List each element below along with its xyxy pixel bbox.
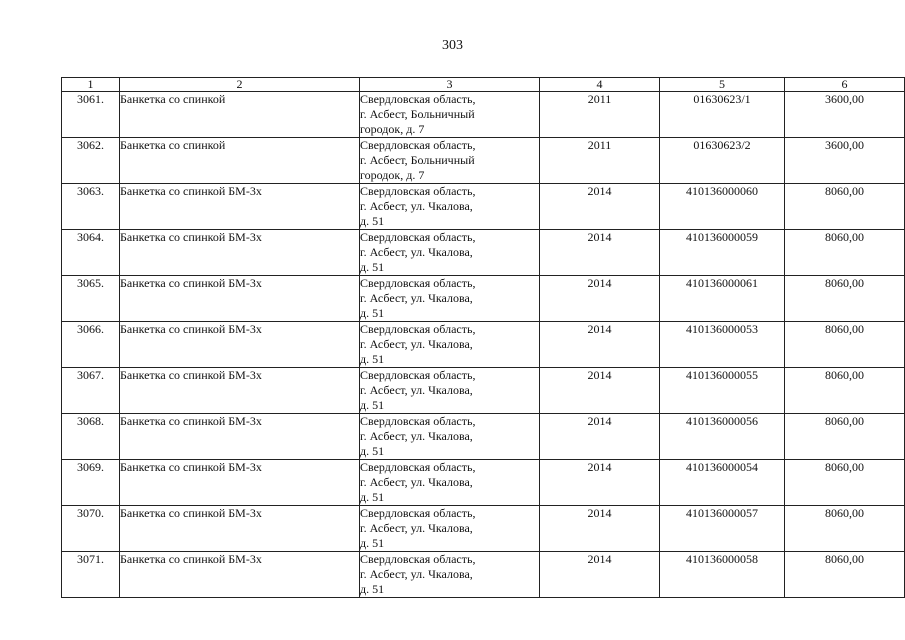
item-year: 2011 <box>540 138 660 184</box>
address-line: г. Асбест, ул. Чкалова, <box>360 521 473 535</box>
item-year: 2014 <box>540 368 660 414</box>
item-name: Банкетка со спинкой БМ-3х <box>120 230 360 276</box>
item-year: 2014 <box>540 230 660 276</box>
table-row <box>62 184 905 230</box>
item-name: Банкетка со спинкой БМ-3х <box>120 414 360 460</box>
address-line: г. Асбест, Больничный <box>360 107 475 121</box>
address-line: г. Асбест, ул. Чкалова, <box>360 337 473 351</box>
table-body <box>62 92 905 598</box>
row-number: 3066. <box>62 322 120 368</box>
item-name: Банкетка со спинкой БМ-3х <box>120 276 360 322</box>
address-line: Свердловская область, <box>360 460 476 474</box>
item-address <box>360 460 540 506</box>
address-line: д. 51 <box>360 306 385 320</box>
address-line: д. 51 <box>360 398 385 412</box>
item-cost: 3600,00 <box>785 92 905 138</box>
inventory-number: 410136000055 <box>660 368 785 414</box>
item-address <box>360 414 540 460</box>
address-line: городок, д. 7 <box>360 168 425 182</box>
item-address <box>360 506 540 552</box>
item-cost: 8060,00 <box>785 460 905 506</box>
address-line: г. Асбест, Больничный <box>360 153 475 167</box>
table-row <box>62 414 905 460</box>
item-cost: 8060,00 <box>785 368 905 414</box>
table-row <box>62 506 905 552</box>
item-year: 2011 <box>540 92 660 138</box>
address-line: г. Асбест, ул. Чкалова, <box>360 567 473 581</box>
address-line: д. 51 <box>360 214 385 228</box>
table-header-row <box>62 78 905 92</box>
item-address <box>360 92 540 138</box>
inventory-number: 410136000060 <box>660 184 785 230</box>
item-cost: 8060,00 <box>785 506 905 552</box>
item-address <box>360 322 540 368</box>
address-line: д. 51 <box>360 444 385 458</box>
row-number: 3062. <box>62 138 120 184</box>
column-header-5: 5 <box>660 78 785 92</box>
address-line: г. Асбест, ул. Чкалова, <box>360 475 473 489</box>
column-header-3: 3 <box>360 78 540 92</box>
item-address <box>360 184 540 230</box>
address-line: городок, д. 7 <box>360 122 425 136</box>
row-number: 3070. <box>62 506 120 552</box>
row-number: 3061. <box>62 92 120 138</box>
table-row <box>62 552 905 598</box>
item-name: Банкетка со спинкой <box>120 92 360 138</box>
address-line: г. Асбест, ул. Чкалова, <box>360 199 473 213</box>
row-number: 3071. <box>62 552 120 598</box>
item-cost: 8060,00 <box>785 322 905 368</box>
address-line: г. Асбест, ул. Чкалова, <box>360 245 473 259</box>
item-address <box>360 138 540 184</box>
inventory-number: 410136000053 <box>660 322 785 368</box>
inventory-number: 410136000057 <box>660 506 785 552</box>
address-line: д. 51 <box>360 582 385 596</box>
address-line: г. Асбест, ул. Чкалова, <box>360 291 473 305</box>
address-line: Свердловская область, <box>360 276 476 290</box>
column-header-2: 2 <box>120 78 360 92</box>
inventory-number: 01630623/1 <box>660 92 785 138</box>
address-line: Свердловская область, <box>360 138 476 152</box>
column-header-4: 4 <box>540 78 660 92</box>
row-number: 3069. <box>62 460 120 506</box>
item-year: 2014 <box>540 322 660 368</box>
item-year: 2014 <box>540 460 660 506</box>
item-year: 2014 <box>540 276 660 322</box>
address-line: Свердловская область, <box>360 414 476 428</box>
row-number: 3064. <box>62 230 120 276</box>
column-header-6: 6 <box>785 78 905 92</box>
item-year: 2014 <box>540 184 660 230</box>
address-line: г. Асбест, ул. Чкалова, <box>360 383 473 397</box>
item-cost: 3600,00 <box>785 138 905 184</box>
item-cost: 8060,00 <box>785 184 905 230</box>
address-line: Свердловская область, <box>360 230 476 244</box>
row-number: 3063. <box>62 184 120 230</box>
item-year: 2014 <box>540 414 660 460</box>
page-number: 303 <box>442 38 463 53</box>
address-line: Свердловская область, <box>360 92 476 106</box>
address-line: д. 51 <box>360 260 385 274</box>
item-name: Банкетка со спинкой БМ-3х <box>120 460 360 506</box>
item-address <box>360 276 540 322</box>
item-name: Банкетка со спинкой <box>120 138 360 184</box>
address-line: д. 51 <box>360 352 385 366</box>
row-number: 3068. <box>62 414 120 460</box>
item-address <box>360 368 540 414</box>
address-line: д. 51 <box>360 490 385 504</box>
inventory-number: 410136000058 <box>660 552 785 598</box>
table-row <box>62 322 905 368</box>
inventory-number: 410136000059 <box>660 230 785 276</box>
item-cost: 8060,00 <box>785 552 905 598</box>
item-cost: 8060,00 <box>785 230 905 276</box>
table-row <box>62 92 905 138</box>
item-cost: 8060,00 <box>785 414 905 460</box>
address-line: Свердловская область, <box>360 506 476 520</box>
item-address <box>360 230 540 276</box>
table-row <box>62 368 905 414</box>
address-line: Свердловская область, <box>360 552 476 566</box>
item-name: Банкетка со спинкой БМ-3х <box>120 322 360 368</box>
item-name: Банкетка со спинкой БМ-3х <box>120 184 360 230</box>
address-line: Свердловская область, <box>360 322 476 336</box>
inventory-number: 410136000061 <box>660 276 785 322</box>
item-name: Банкетка со спинкой БМ-3х <box>120 368 360 414</box>
address-line: Свердловская область, <box>360 368 476 382</box>
row-number: 3065. <box>62 276 120 322</box>
table-row <box>62 138 905 184</box>
item-year: 2014 <box>540 552 660 598</box>
table-row <box>62 276 905 322</box>
item-cost: 8060,00 <box>785 276 905 322</box>
address-line: Свердловская область, <box>360 184 476 198</box>
column-header-1: 1 <box>62 78 120 92</box>
item-year: 2014 <box>540 506 660 552</box>
address-line: д. 51 <box>360 536 385 550</box>
table-row <box>62 230 905 276</box>
inventory-number: 410136000054 <box>660 460 785 506</box>
table-row <box>62 460 905 506</box>
row-number: 3067. <box>62 368 120 414</box>
property-registry-table <box>61 77 905 598</box>
item-address <box>360 552 540 598</box>
inventory-number: 410136000056 <box>660 414 785 460</box>
item-name: Банкетка со спинкой БМ-3х <box>120 552 360 598</box>
inventory-number: 01630623/2 <box>660 138 785 184</box>
address-line: г. Асбест, ул. Чкалова, <box>360 429 473 443</box>
item-name: Банкетка со спинкой БМ-3х <box>120 506 360 552</box>
